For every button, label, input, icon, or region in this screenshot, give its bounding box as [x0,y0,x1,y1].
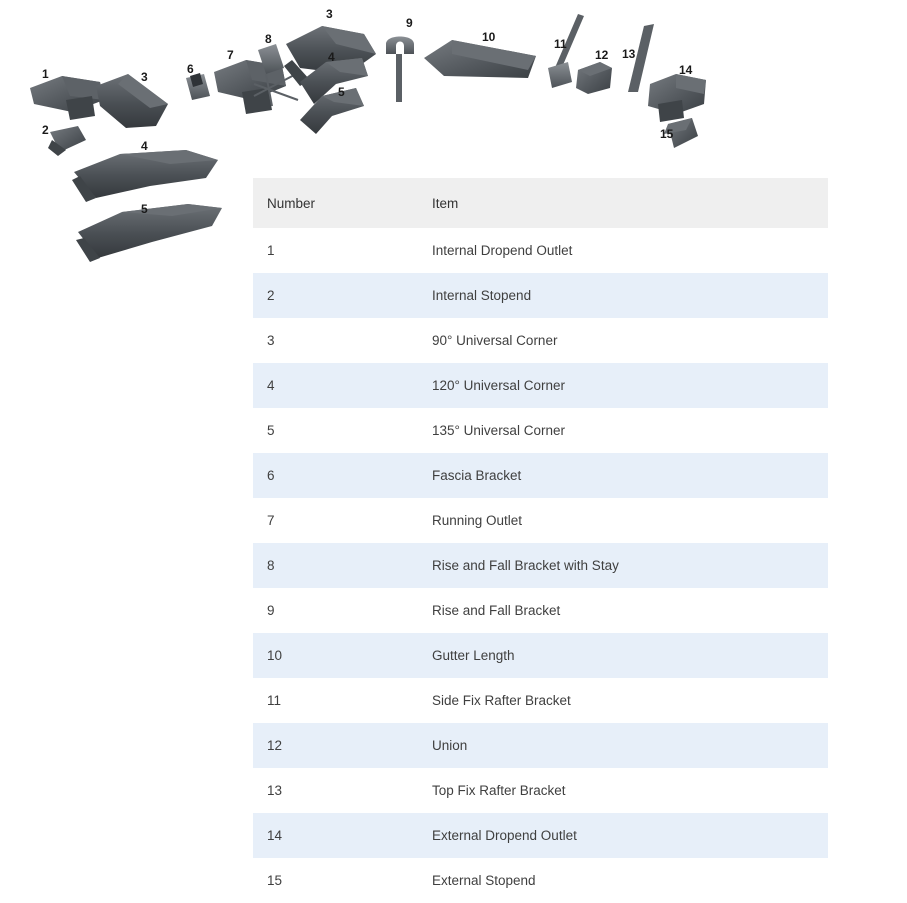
table-row [253,273,828,318]
callout-number-11-13: 11 [554,37,567,51]
callout-number-7-6: 7 [227,48,234,62]
table-row [253,588,828,633]
table-row [253,633,828,678]
cell-number: 3 [253,318,418,363]
cell-item: Internal Dropend Outlet [418,228,828,273]
cell-number: 8 [253,543,418,588]
cell-item: Rise and Fall Bracket with Stay [418,543,828,588]
cell-item: Top Fix Rafter Bracket [418,768,828,813]
part-fascia-bracket [186,73,210,100]
cell-item: Side Fix Rafter Bracket [418,678,828,723]
table-body [253,228,828,903]
table-row [253,858,828,903]
callout-number-9-11: 9 [406,16,413,30]
table-row [253,453,828,498]
callout-number-5-10: 5 [338,85,345,99]
cell-number: 4 [253,363,418,408]
callout-number-3-2: 3 [141,70,148,84]
part-gutter-length [424,40,536,78]
cell-number: 10 [253,633,418,678]
cell-number: 6 [253,453,418,498]
callout-number-8-7: 8 [265,32,272,46]
cell-item: Rise and Fall Bracket [418,588,828,633]
part-internal-stopend [48,126,86,156]
part-internal-dropend-outlet [30,76,104,120]
cell-number: 14 [253,813,418,858]
callout-number-4-3: 4 [141,139,148,153]
cell-item: Fascia Bracket [418,453,828,498]
callout-number-6-5: 6 [187,62,194,76]
cell-item: External Dropend Outlet [418,813,828,858]
cell-number: 11 [253,678,418,723]
callout-number-10-12: 10 [482,30,496,44]
table-row [253,678,828,723]
cell-number: 2 [253,273,418,318]
callout-number-3-8: 3 [326,7,333,21]
part-120-universal-corner-left [72,150,218,202]
parts-table [253,178,828,903]
callout-number-4-9: 4 [328,50,335,64]
column-header-item: Item [418,178,828,228]
cell-number: 12 [253,723,418,768]
part-external-dropend-outlet [648,74,706,122]
cell-number: 7 [253,498,418,543]
table-row [253,768,828,813]
cell-number: 15 [253,858,418,903]
table-header-row [253,178,828,228]
callout-number-1-0: 1 [42,67,49,81]
table-row [253,318,828,363]
callout-number-13-15: 13 [622,47,636,61]
column-header-number: Number [253,178,418,228]
table-row [253,813,828,858]
part-135-universal-corner-left [76,204,222,262]
cell-item: Internal Stopend [418,273,828,318]
cell-number: 9 [253,588,418,633]
cell-number: 5 [253,408,418,453]
cell-item: 120° Universal Corner [418,363,828,408]
table-row [253,228,828,273]
cell-item: 135° Universal Corner [418,408,828,453]
cell-item: Union [418,723,828,768]
part-90-universal-corner-left [96,74,168,128]
callout-number-12-14: 12 [595,48,609,62]
callout-number-14-16: 14 [679,63,693,77]
callout-number-15-17: 15 [660,127,674,141]
part-union [576,62,612,94]
cell-item: Gutter Length [418,633,828,678]
callout-number-2-1: 2 [42,123,49,137]
table-row [253,543,828,588]
callout-number-5-4: 5 [141,202,148,216]
table-row [253,363,828,408]
part-rise-and-fall-bracket [386,37,414,103]
cell-item: Running Outlet [418,498,828,543]
cell-number: 1 [253,228,418,273]
table-row [253,498,828,543]
table-row [253,408,828,453]
cell-item: External Stopend [418,858,828,903]
table-row [253,723,828,768]
cell-item: 90° Universal Corner [418,318,828,363]
cell-number: 13 [253,768,418,813]
